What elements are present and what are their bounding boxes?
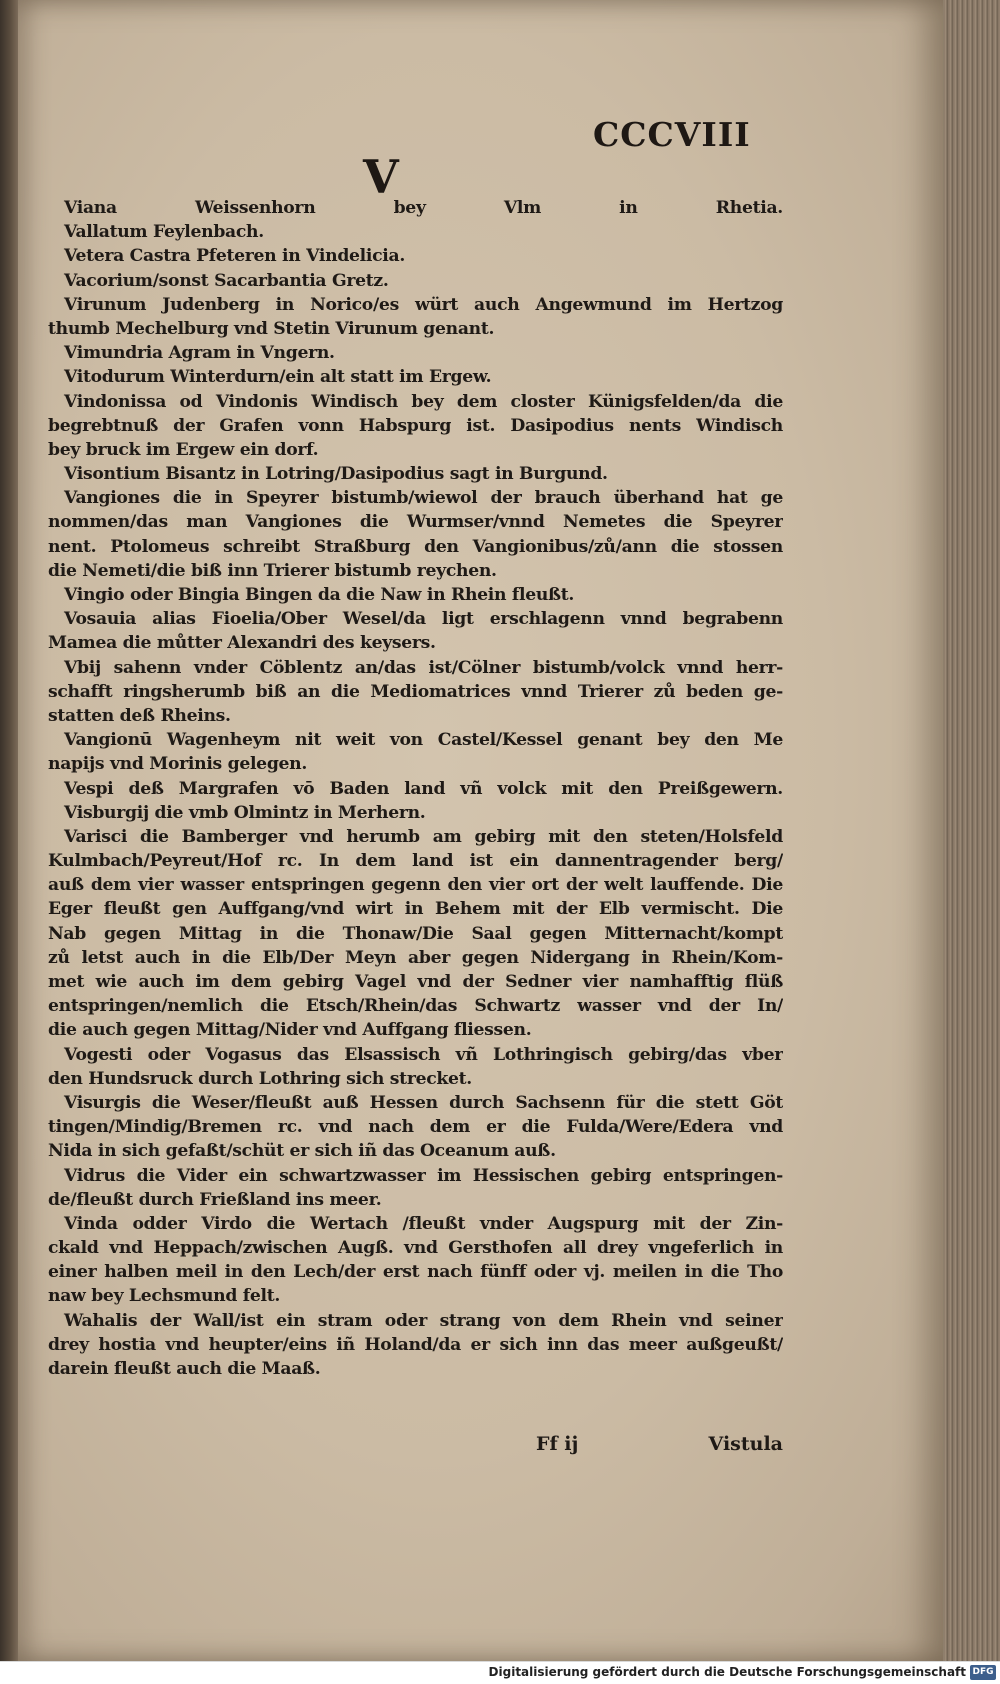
dfg-logo-icon: DFG	[970, 1665, 996, 1680]
text-line: Nida in sich gefaßt/schüt er sich iñ das Oceanum auß.	[48, 1141, 556, 1162]
text-line: Vidrus die Vider ein schwartzwasser im Hessischen gebirg entspringen-	[64, 1165, 783, 1186]
text-line: drey hostia vnd heupter/eins iñ Holand/da er sich inn das meer außgeußt/	[48, 1334, 783, 1355]
text-line: Wahalis der Wall/ist ein stram oder strang von dem Rhein vnd seiner	[64, 1310, 783, 1331]
text-line: begrebtnuß der Grafen vonn Habspurg ist. Dasipodius nents Windisch	[48, 415, 783, 436]
text-line: entspringen/nemlich die Etsch/Rhein/das Schwartz wasser vnd der In/	[48, 996, 783, 1017]
text-line: Vangiones die in Speyrer bistumb/wiewol der brauch überhand hat ge	[64, 488, 783, 509]
text-line: Eger fleußt gen Auffgang/vnd wirt in Behem mit der Elb vermischt. Die	[48, 899, 783, 920]
text-line: Visontium Bisantz in Lotring/Dasipodius sagt in Burgund.	[64, 464, 608, 485]
text-line: die Nemeti/die biß inn Trierer bistumb reychen.	[48, 560, 497, 581]
catchword: Vistula	[708, 1433, 783, 1455]
text-line: den Hundsruck durch Lothring sich strecket.	[48, 1068, 472, 1089]
text-line: nommen/das man Vangiones die Wurmser/vnnd Nemetes die Speyrer	[48, 512, 783, 533]
funding-banner	[0, 1661, 1000, 1684]
page-edges	[944, 0, 1000, 1662]
section-letter: V	[363, 150, 399, 204]
text-line: napijs vnd Morinis gelegen.	[48, 754, 308, 775]
text-line: schafft ringsherumb biß an die Mediomatrices vnnd Trierer zů beden ge-	[48, 681, 783, 702]
text-line: zů letst auch in die Elb/Der Meyn aber gegen Nidergang in Rhein/Kom-	[48, 947, 783, 968]
text-line: darein fleußt auch die Maaß.	[48, 1359, 321, 1379]
text-line: naw bey Lechsmund felt.	[48, 1286, 281, 1307]
text-line: Vindonissa od Vindonis Windisch bey dem closter Künigsfelden/da die	[64, 391, 783, 412]
signature-mark: Ff ij	[536, 1433, 579, 1455]
text-line: Vinda odder Virdo die Wertach /fleußt vnder Augspurg mit der Zin-	[64, 1213, 783, 1234]
text-line: Vingio oder Bingia Bingen da die Naw in Rhein fleußt.	[64, 585, 575, 605]
text-line: Vitodurum Winterdurn/ein alt statt im Ergew.	[64, 367, 492, 388]
text-line: auß dem vier wasser entspringen gegenn den vier ort der welt lauffende. Die	[48, 875, 783, 896]
page-footer	[48, 1433, 783, 1463]
folio-number: CCCVIII	[593, 115, 751, 154]
text-line: Kulmbach/Peyreut/Hof rc. In dem land ist ein dannentragender berg/	[48, 851, 783, 872]
text-line: bey bruck im Ergew ein dorf.	[48, 439, 319, 460]
text-line: Virunum Judenberg in Norico/es würt auch Angewmund im Hertzog	[64, 294, 783, 315]
text-line: Vespi deß Margrafen vō Baden land vñ volck mit den Preißgewern.	[64, 778, 783, 799]
funding-text: Digitalisierung gefördert durch die Deutsche Forschungsgemeinschaft	[488, 1665, 966, 1679]
text-line: nent. Ptolomeus schreibt Straßburg den Vangionibus/zů/ann die stossen	[48, 536, 783, 557]
text-line: Vangionū Wagenheym nit weit von Castel/Kessel genant bey den Me	[64, 730, 783, 751]
text-line: Visurgis die Weser/fleußt auß Hessen durch Sachsenn für die stett Göt	[64, 1092, 783, 1113]
text-line: Visburgij die vmb Olmintz in Merhern.	[64, 802, 426, 823]
entry-text-block	[48, 196, 783, 1381]
text-line: die auch gegen Mittag/Nider vnd Auffgang fliessen.	[48, 1020, 532, 1041]
text-line: Viana Weissenhorn bey Vlm in Rhetia.	[64, 198, 783, 218]
text-line: Vacorium/sonst Sacarbantia Gretz.	[64, 270, 389, 291]
text-line: Vosauia alias Fioelia/Ober Wesel/da ligt erschlagenn vnnd begrabenn	[64, 609, 783, 630]
text-line: thumb Mechelburg vnd Stetin Virunum genant.	[48, 318, 495, 339]
text-line: met wie auch im dem gebirg Vagel vnd der Sedner vier namhafftig flüß	[48, 972, 783, 992]
text-line: statten deß Rheins.	[48, 705, 231, 726]
text-line: ckald vnd Heppach/zwischen Augß. vnd Gersthofen all drey vngeferlich in	[48, 1238, 783, 1259]
text-line: Mamea die můtter Alexandri des keysers.	[48, 633, 436, 654]
text-line: de/fleußt durch Frießland ins meer.	[48, 1189, 382, 1210]
text-line: Vimundria Agram in Vngern.	[64, 343, 335, 364]
text-line: Vbij sahenn vnder Cöblentz an/das ist/Cölner bistumb/volck vnnd herr-	[64, 657, 783, 678]
text-line: Vogesti oder Vogasus das Elsassisch vñ Lothringisch gebirg/das vber	[64, 1044, 783, 1065]
book-page	[18, 0, 943, 1662]
text-line: Varisci die Bamberger vnd herumb am gebirg mit den steten/Holsfeld	[64, 826, 783, 847]
text-line: tingen/Mindig/Bremen rc. vnd nach dem er die Fulda/Were/Edera vnd	[48, 1117, 783, 1138]
text-line: einer halben meil in den Lech/der erst nach fünff oder vj. meilen in die Tho	[48, 1262, 783, 1283]
text-line: Vetera Castra Pfeteren in Vindelicia.	[64, 246, 406, 267]
text-line: Vallatum Feylenbach.	[64, 222, 264, 243]
text-line: Nab gegen Mittag in die Thonaw/Die Saal gegen Mitternacht/kompt	[48, 923, 783, 944]
